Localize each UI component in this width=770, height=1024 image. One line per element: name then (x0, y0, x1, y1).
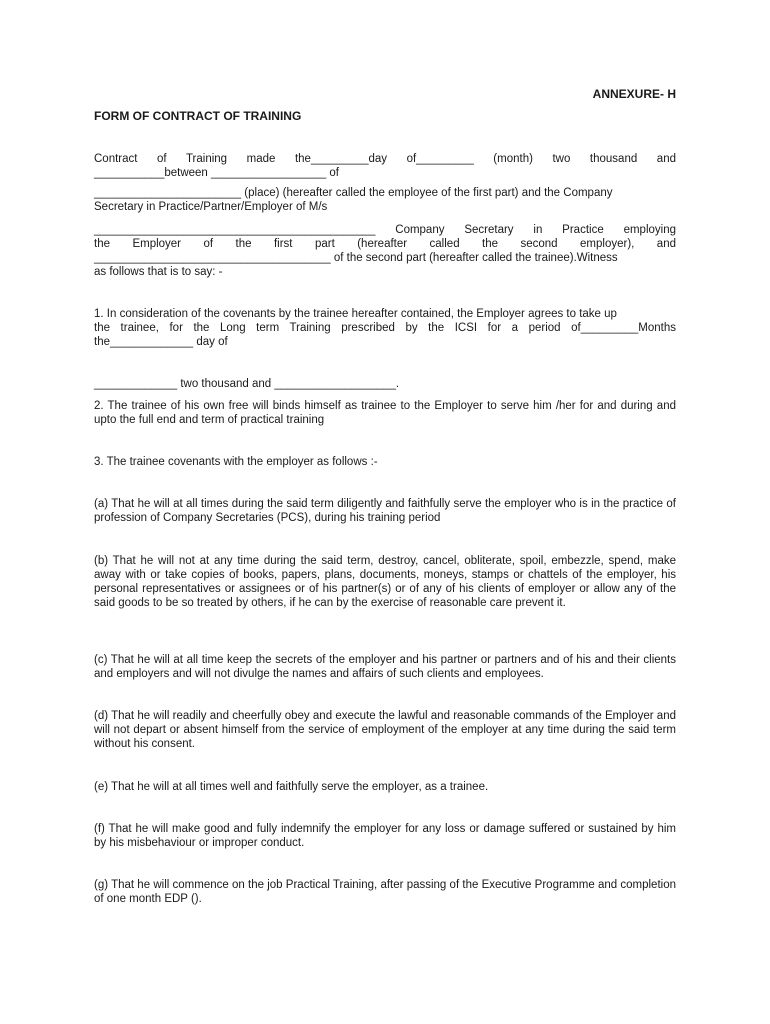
clause-b: (b) That he will not at any time during the said term, destroy, cancel, obliterate, spoil, embezzle, spend, make away with or take copies of books, papers, plans, documents, moneys, stamps or chattels of the employer, his personal representatives or assignees or of his partner(s) or of any of his clients of employer or allow any of the said goods to be so treated by others, if he can by the exercise of reasonable care prevent it. (94, 555, 676, 609)
intro-paragraph (94, 152, 676, 180)
clause-1-line: the_____________ day of (94, 336, 228, 348)
intro-paragraph-3 (94, 223, 676, 279)
clause-g: (g) That he will commence on the job Practical Training, after passing of the Executive Programme and completion of one month EDP (). (94, 879, 676, 905)
clause-1-line: the trainee, for the Long term Training prescribed by the ICSI for a period of_________Months (94, 322, 676, 334)
intro-line: Contract of Training made the_________day of_________ (month) two thousand and (94, 153, 676, 165)
intro-line: ____________________________________________ Company Secretary in Practice employing (94, 224, 676, 236)
document-title: FORM OF CONTRACT OF TRAINING (94, 109, 302, 123)
clause-e: (e) That he will at all times well and faithfully serve the employer, as a trainee. (94, 781, 489, 793)
intro-line: ___________between __________________ of (94, 167, 339, 179)
intro-paragraph-2 (94, 186, 676, 214)
clause-2: 2. The trainee of his own free will binds himself as trainee to the Employer to serve him /her for and during and upto the full end and term of practical training (94, 400, 676, 426)
intro-line: as follows that is to say: - (94, 266, 223, 278)
clause-a: (a) That he will at all times during the said term diligently and faithfully serve the employer who is in the practice of profession of Company Secretaries (PCS), during his training period (94, 498, 676, 524)
intro-line: _____________________________________ of the second part (hereafter called the trainee).Witness (94, 252, 618, 264)
intro-line: the Employer of the first part (hereafter called the second employer), and (94, 238, 676, 250)
clause-c: (c) That he will at all time keep the secrets of the employer and his partner or partners and of his and their clients and employers and will not divulge the names and affairs of such clients and employees. (94, 654, 676, 680)
date-line: _____________ two thousand and ___________________. (94, 378, 400, 390)
clause-d: (d) That he will readily and cheerfully obey and execute the lawful and reasonable commands of the Employer and will not depart or absent himself from the service of employment of the employer at any time during the said term without his consent. (94, 710, 676, 750)
clause-f: (f) That he will make good and fully indemnify the employer for any loss or damage suffered or sustained by him by his misbehaviour or improper conduct. (94, 823, 676, 849)
annexure-label: ANNEXURE- H (592, 87, 676, 101)
clause-1-line: 1. In consideration of the covenants by the trainee hereafter contained, the Employer agrees to take up (94, 308, 617, 320)
clause-1 (94, 307, 676, 349)
intro-line: Secretary in Practice/Partner/Employer of M/s (94, 201, 328, 213)
intro-line: _______________________ (place) (hereafter called the employee of the first part) and the Company (94, 187, 613, 199)
clause-3: 3. The trainee covenants with the employer as follows :- (94, 456, 378, 468)
